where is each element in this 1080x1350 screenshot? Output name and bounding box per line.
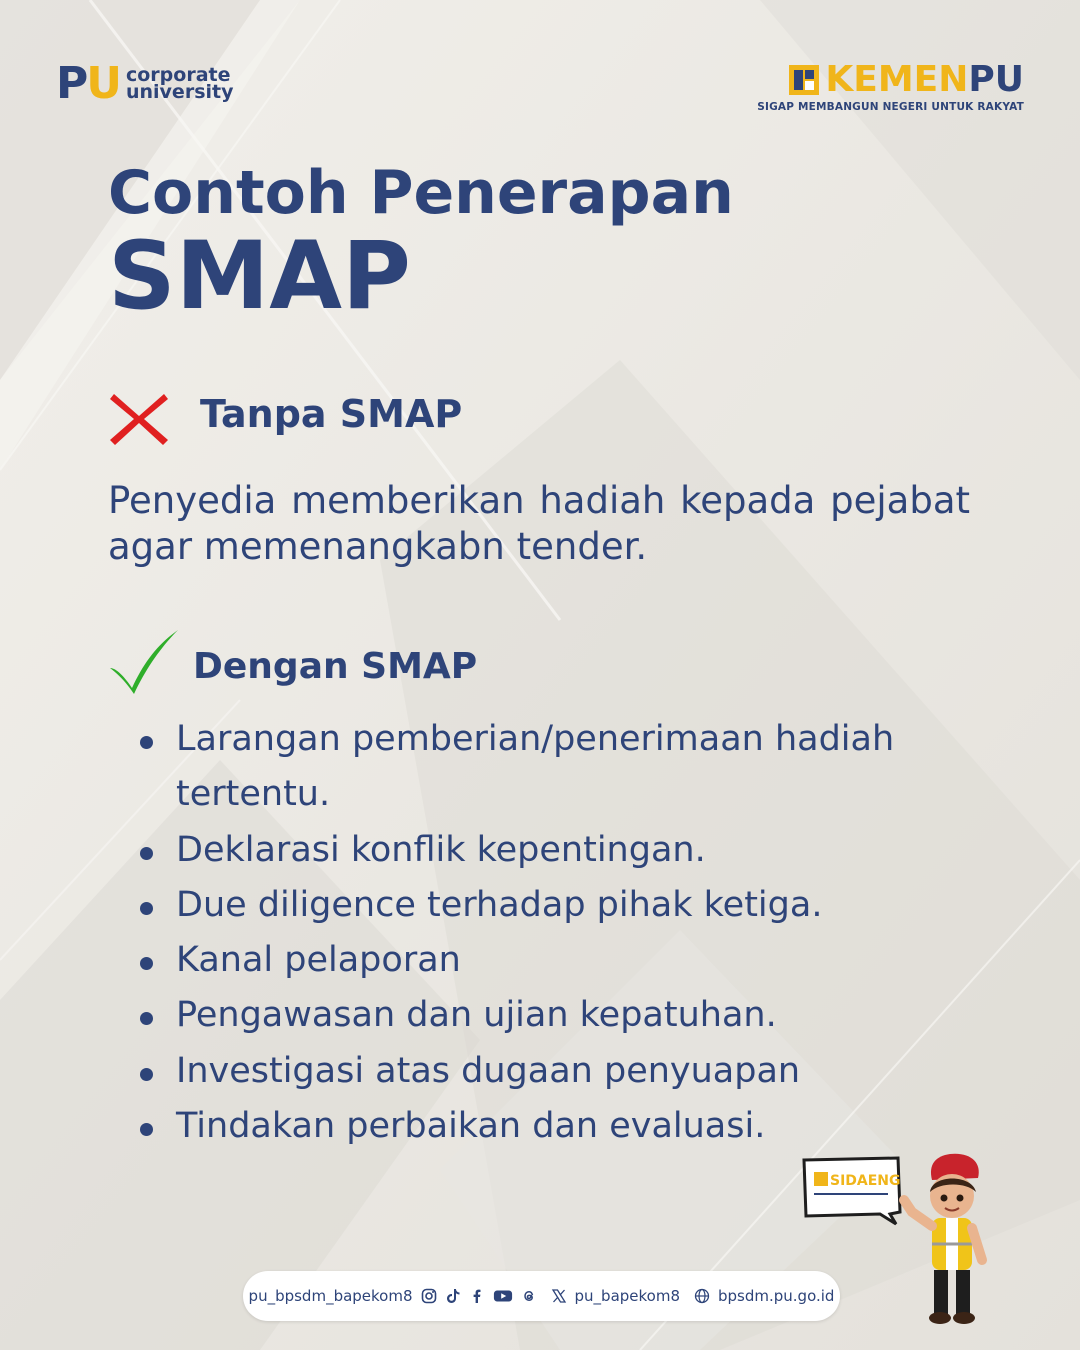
page-title-line1: Contoh Penerapan [108, 158, 734, 228]
bullet-icon [140, 1123, 153, 1136]
bullet-icon [140, 847, 153, 860]
page-title-line2: SMAP [108, 222, 411, 331]
list-item: Tindakan perbaikan dan evaluasi. [140, 1099, 940, 1154]
bullet-icon [140, 902, 153, 915]
bullet-icon [140, 957, 153, 970]
tanpa-smap-heading: Tanpa SMAP [200, 392, 463, 436]
list-item: Due diligence terhadap pihak ketiga. [140, 878, 940, 933]
x-handle[interactable]: pu_bapekom8 [574, 1287, 680, 1305]
social-handle[interactable]: pu_bpsdm_bapekom8 [248, 1287, 413, 1305]
youtube-icon[interactable] [493, 1288, 513, 1304]
globe-icon [694, 1288, 710, 1304]
logo-line-university: university [125, 81, 234, 103]
list-item: Investigasi atas dugaan penyuapan [140, 1044, 940, 1099]
list-item: Kanal pelaporan [140, 933, 940, 988]
mascot-badge-text: SIDAENG [830, 1173, 901, 1189]
logo-letter-p: P [56, 58, 87, 109]
kemen-text: KEMEN [825, 59, 969, 100]
kemenpu-mark-icon [789, 65, 819, 95]
tanpa-smap-text: Penyedia memberikan hadiah kepada pejabat agar memenangkabn tender. [108, 479, 970, 568]
kemenpu-logo [757, 59, 1024, 113]
dengan-smap-heading: Dengan SMAP [193, 646, 478, 687]
list-item: Deklarasi konflik kepentingan. [140, 823, 940, 878]
x-icon[interactable] [551, 1288, 567, 1304]
logo-letter-u: U [86, 58, 120, 109]
list-item: Larangan pemberian/penerimaan hadiah tertentu. [140, 712, 940, 823]
logo-line-corporate: corporate [125, 64, 231, 86]
list-item: Pengawasan dan ujian kepatuhan. [140, 988, 940, 1043]
bullet-icon [140, 736, 153, 749]
facebook-icon[interactable] [469, 1288, 485, 1304]
threads-icon[interactable] [521, 1288, 537, 1304]
dengan-smap-list [140, 712, 940, 1154]
instagram-icon[interactable] [421, 1288, 437, 1304]
bullet-icon [140, 1012, 153, 1025]
pu-corporate-university-logo [56, 58, 234, 109]
footer-social-bar [243, 1271, 840, 1321]
cross-icon [108, 390, 170, 448]
bullet-icon [140, 1068, 153, 1081]
pu-text: PU [968, 59, 1024, 100]
website-link[interactable]: bpsdm.pu.go.id [718, 1287, 835, 1305]
check-icon [108, 628, 180, 696]
kemenpu-tagline: SIGAP MEMBANGUN NEGERI UNTUK RAKYAT [757, 101, 1024, 113]
tiktok-icon[interactable] [445, 1288, 461, 1304]
